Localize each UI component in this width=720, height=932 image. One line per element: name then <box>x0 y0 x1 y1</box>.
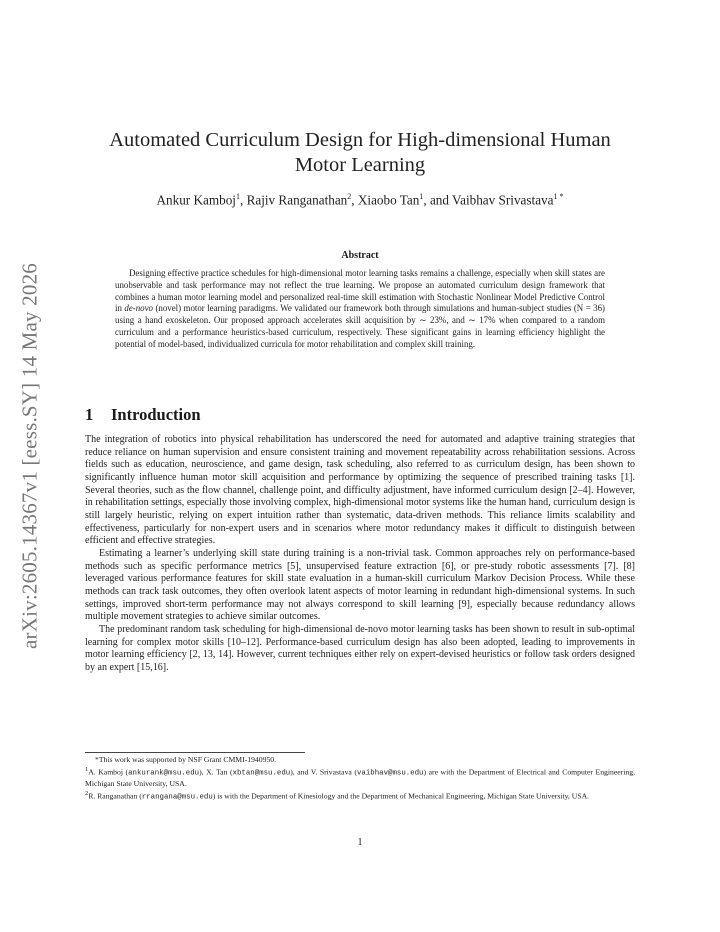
abstract-italic-term: de-novo <box>124 303 153 314</box>
author-list: Ankur Kamboj$^1$, Rajiv Ranganathan$^2$, Xiaobo Tan$^1$, and Vaibhav Srivastava$^{1 *}$ <box>156 192 564 208</box>
author-affiliation: 1 <box>419 192 424 201</box>
abstract-text: Designing effective practice schedules for high-dimensional motor learning tasks remains a challenge, especially when skill states are unobservable and task performance may not reflect the true learning. We propose an automated curriculum design framework that combines a human motor learning model and personalized real-time skill estimation with Stochastic Nonlinear Model Predictive Control in de-novo (novel) motor learning paradigms. We validated our framework both through simulations and human-subject studies (N = 36) using a hand exoskeleton. Our proposed approach accelerates skill acquisition by ∼ 23%, and ∼ 17% when compared to a random curriculum and a performance heuristics-based curriculum, respectively. These significant gains in learning efficiency highlight the potential of model-based, individualized curricula for motor rehabilitation and complex skill training. <box>115 268 605 349</box>
author-affiliation: 1 * <box>553 192 564 201</box>
abstract-heading: Abstract <box>341 250 379 261</box>
section-number: 1 <box>85 405 94 424</box>
author-affiliation: 2 <box>347 192 352 201</box>
author-affiliation: 1 <box>235 192 240 201</box>
body-paragraph: The predominant random task scheduling for high-dimensional de-novo motor learning tasks has been shown to result in sub-optimal learning for complex motor skills [10–12]. Performance-based curriculum design has also been adopted, leading to improvements in motor learning efficiency [2, 13, 14]. However, current techniques either rely on expert-devised heuristics or follow task orders designed by an expert [15,16]. <box>85 623 635 673</box>
email-link[interactable]: rrangana@msu.edu <box>141 793 213 802</box>
footnote-affiliation-2: $^2$R. Ranganathan (rrangana@msu.edu) is with the Department of Kinesiology and the Department of Mechanical Engineering, Michigan State University, USA. <box>85 790 590 802</box>
author-name: Ankur Kamboj <box>156 192 236 208</box>
email-link[interactable]: ankurank@msu.edu <box>128 769 200 778</box>
footnote-affiliation-1: $^1$A. Kamboj (ankurank@msu.edu), X. Tan (xbtan@msu.edu), and V. Srivastava (vaibhav@msu.edu) are with the Department of Electrical and Computer Engineering, Michigan State University, USA. <box>85 766 635 788</box>
section-body <box>85 434 635 674</box>
footnote-rule <box>85 752 305 753</box>
author-name: Vaibhav Srivastava <box>452 192 554 208</box>
email-link[interactable]: vaibhav@msu.edu <box>356 769 424 778</box>
page-number: 1 <box>357 837 363 848</box>
email-link[interactable]: xbtan@msu.edu <box>232 769 291 778</box>
section-title: Introduction <box>111 405 201 424</box>
footnotes <box>85 755 635 803</box>
author-name: Rajiv Ranganathan <box>246 192 348 208</box>
arxiv-sidebar <box>8 246 52 666</box>
paper-title: Automated Curriculum Design for High-dimensional Human Motor Learning <box>109 129 611 176</box>
arxiv-identifier: arXiv:2605.14367v1 [eess.SY] 14 May 2026 <box>17 263 42 649</box>
author-name: Xiaobo Tan <box>357 192 420 208</box>
body-paragraph: Estimating a learner’s underlying skill state during training is a non-trivial task. Common approaches rely on performance-based methods such as specific performance metrics [5], unsupervised feature extraction [6], or pre-study robotic assessments [7]. [8] leveraged various performance features for skill state evaluation in a human-skill curriculum Markov Decision Process. While these methods can track task outcomes, they often overlook latent aspects of motor learning in redundant high-dimensional systems. In such settings, improved short-term performance may not always correspond to skill learning [9], especially because redundancy allows multiple movement strategies to achieve similar outcomes. <box>85 547 635 623</box>
footnote-funding: *This work was supported by NSF Grant CMMI-1940950. <box>95 755 277 764</box>
section-heading <box>85 405 201 425</box>
body-paragraph: The integration of robotics into physical rehabilitation has underscored the need for automated and adaptive training strategies that reduce reliance on human supervision and ensure consistent training and movement repeatability across rehabilitation sessions. Across fields such as education, neuroscience, and game design, task scheduling, also referred to as curriculum design, has been shown to significantly influence human motor skill acquisition and performance by optimizing the sequence of prescribed training tasks [1]. Several theories, such as the flow channel, challenge point, and difficulty adjustment, have informed curriculum design [2–4]. However, in rehabilitation settings, especially those involving complex, high-dimensional motor systems like the human hand, curriculum design is still largely heuristic, relying on expert intuition rather than systematic, data-driven methods. This reliance limits scalability and effectiveness, particularly for non-expert users and in scenarios where motor redundancy makes it difficult to distinguish between efficient and effective strategies. <box>85 434 635 547</box>
